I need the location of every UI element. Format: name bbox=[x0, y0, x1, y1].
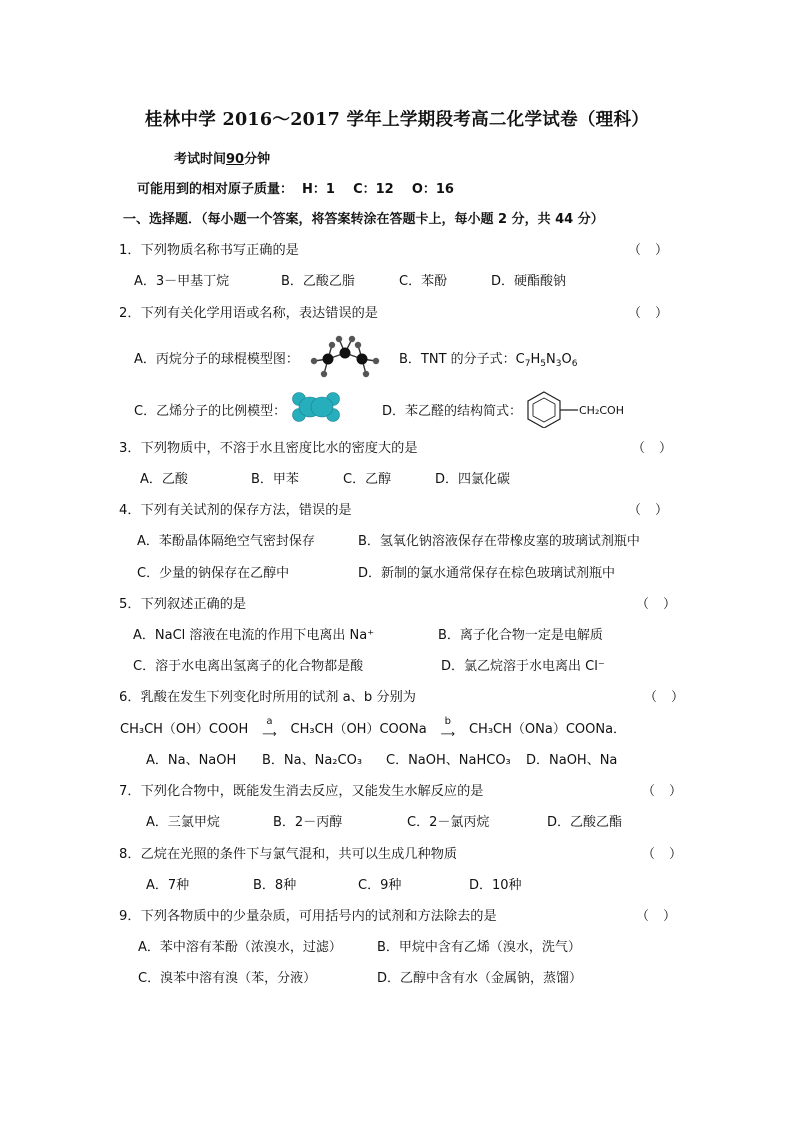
atomic-mass-line: 可能用到的相对原子质量： H：1 C：12 O：16 bbox=[137, 182, 454, 197]
exam-time-prefix: 考试时间 bbox=[174, 152, 227, 167]
subscript: 5 bbox=[540, 359, 546, 369]
answer-paren: （） bbox=[628, 243, 683, 258]
question-5-stem: 5．下列叙述正确的是 bbox=[119, 597, 247, 612]
answer-paren: （） bbox=[632, 441, 687, 456]
answer-paren: （） bbox=[628, 503, 683, 518]
intermediate-product: CH₃CH（OH）COONa bbox=[290, 722, 427, 737]
subscript: 7 bbox=[524, 359, 531, 369]
option-b: B．乙酸乙脂 bbox=[281, 274, 355, 289]
reagent-label-a: a bbox=[266, 716, 273, 727]
final-product: CH₃CH（ONa）COONa． bbox=[468, 722, 627, 737]
formula-part: H bbox=[530, 352, 541, 367]
option-d: D．10种 bbox=[469, 878, 522, 893]
arrow-icon: ⟶ bbox=[440, 729, 456, 740]
question-4-stem: 4．下列有关试剂的保存方法，错误的是 bbox=[119, 503, 352, 518]
answer-paren: （） bbox=[636, 597, 691, 612]
option-b: B．2－丙醇 bbox=[273, 815, 343, 830]
reaction-equation bbox=[120, 716, 627, 740]
question-2-stem: 2．下列有关化学用语或名称，表达错误的是 bbox=[119, 306, 378, 321]
option-b bbox=[399, 348, 577, 367]
reaction-arrow-a bbox=[252, 716, 286, 740]
option-c: C．苯酚 bbox=[399, 274, 448, 289]
question-1-stem: 1．下列物质名称书写正确的是 bbox=[119, 243, 299, 258]
answer-paren: （） bbox=[642, 784, 697, 799]
question-8-stem: 8．乙烷在光照的条件下与氯气混和，共可以生成几种物质 bbox=[119, 847, 458, 862]
exam-time bbox=[174, 148, 270, 167]
option-d: D．四氯化碳 bbox=[435, 472, 511, 487]
answer-paren: （） bbox=[628, 306, 683, 321]
option-b: B．离子化合物一定是电解质 bbox=[438, 628, 603, 643]
option-b: B．氢氧化钠溶液保存在带橡皮塞的玻璃试剂瓶中 bbox=[358, 534, 640, 549]
option-d: D．NaOH、Na bbox=[526, 753, 618, 768]
section-heading: 一、选择题．（每小题一个答案，将答案转涂在答题卡上，每小题 2 分，共 44 分） bbox=[123, 212, 604, 227]
structure-group-label: CH₂COH bbox=[579, 404, 624, 417]
option-d: D．新制的氯水通常保存在棕色玻璃试剂瓶中 bbox=[358, 566, 616, 581]
option-d: D．苯乙醛的结构简式： bbox=[382, 404, 523, 419]
option-a: A．苯酚晶体隔绝空气密封保存 bbox=[137, 534, 315, 549]
option-b-text: B．TNT 的分子式：C bbox=[399, 352, 525, 367]
option-c: C．NaOH、NaHCO₃ bbox=[386, 753, 511, 768]
option-b: B．8种 bbox=[253, 878, 297, 893]
subscript: 3 bbox=[555, 359, 562, 369]
option-c: C．溴苯中溶有溴（苯，分液） bbox=[138, 971, 317, 986]
option-d: D．硬酯酸钠 bbox=[491, 274, 567, 289]
exam-time-suffix: 分钟 bbox=[244, 152, 271, 167]
reactant-lactic-acid: CH₃CH（OH）COOH bbox=[120, 722, 249, 737]
formula-part: N bbox=[546, 352, 556, 367]
reagent-label-b: b bbox=[444, 716, 452, 727]
option-a: A．7种 bbox=[146, 878, 190, 893]
question-7-stem: 7．下列化合物中，既能发生消去反应，又能发生水解反应的是 bbox=[119, 784, 484, 799]
option-c: C．9种 bbox=[358, 878, 402, 893]
exam-time-value: 90 bbox=[226, 152, 245, 167]
option-a: A．Na、NaOH bbox=[146, 753, 237, 768]
option-a: A．乙酸 bbox=[140, 472, 188, 487]
formula-part: O bbox=[561, 352, 572, 367]
answer-paren: （） bbox=[642, 847, 697, 862]
option-a: A．三氯甲烷 bbox=[146, 815, 220, 830]
reaction-arrow-b bbox=[431, 716, 465, 740]
option-a: A．3－甲基丁烷 bbox=[134, 274, 230, 289]
option-b: B．甲苯 bbox=[251, 472, 299, 487]
arrow-icon: ⟶ bbox=[262, 729, 277, 740]
option-b: B．甲烷中含有乙烯（溴水，洗气） bbox=[377, 940, 581, 955]
question-6-stem: 6．乳酸在发生下列变化时所用的试剂 a、b 分别为 bbox=[119, 690, 416, 705]
option-a: A．NaCl 溶液在电流的作用下电离出 Na⁺ bbox=[133, 628, 375, 643]
page-title: 桂林中学 2016～2017 学年上学期段考高二化学试卷（理科） bbox=[144, 110, 650, 130]
phenylacetaldehyde-structure bbox=[524, 390, 634, 428]
answer-paren: （） bbox=[636, 909, 691, 924]
option-a: A．丙烷分子的球棍模型图： bbox=[134, 352, 299, 367]
ethylene-space-filling-model bbox=[292, 392, 340, 422]
subscript: 6 bbox=[571, 359, 578, 369]
option-c: C．2－氯丙烷 bbox=[407, 815, 490, 830]
option-c: C．溶于水电离出氢离子的化合物都是酸 bbox=[133, 659, 364, 674]
question-9-stem: 9．下列各物质中的少量杂质，可用括号内的试剂和方法除去的是 bbox=[119, 909, 497, 924]
option-d: D．乙醇中含有水（金属钠，蒸馏） bbox=[377, 971, 583, 986]
option-c: C．少量的钠保存在乙醇中 bbox=[137, 566, 290, 581]
option-d: D．乙酸乙酯 bbox=[547, 815, 623, 830]
propane-ball-stick-model bbox=[308, 334, 382, 380]
option-d: D．氯乙烷溶于水电离出 Cl⁻ bbox=[441, 659, 605, 674]
answer-paren: （） bbox=[644, 690, 699, 705]
option-c: C．乙烯分子的比例模型： bbox=[134, 404, 287, 419]
option-c: C．乙醇 bbox=[343, 472, 392, 487]
question-3-stem: 3．下列物质中，不溶于水且密度比水的密度大的是 bbox=[119, 441, 418, 456]
option-a: A．苯中溶有苯酚（浓溴水，过滤） bbox=[138, 940, 342, 955]
option-b: B．Na、Na₂CO₃ bbox=[262, 753, 363, 768]
